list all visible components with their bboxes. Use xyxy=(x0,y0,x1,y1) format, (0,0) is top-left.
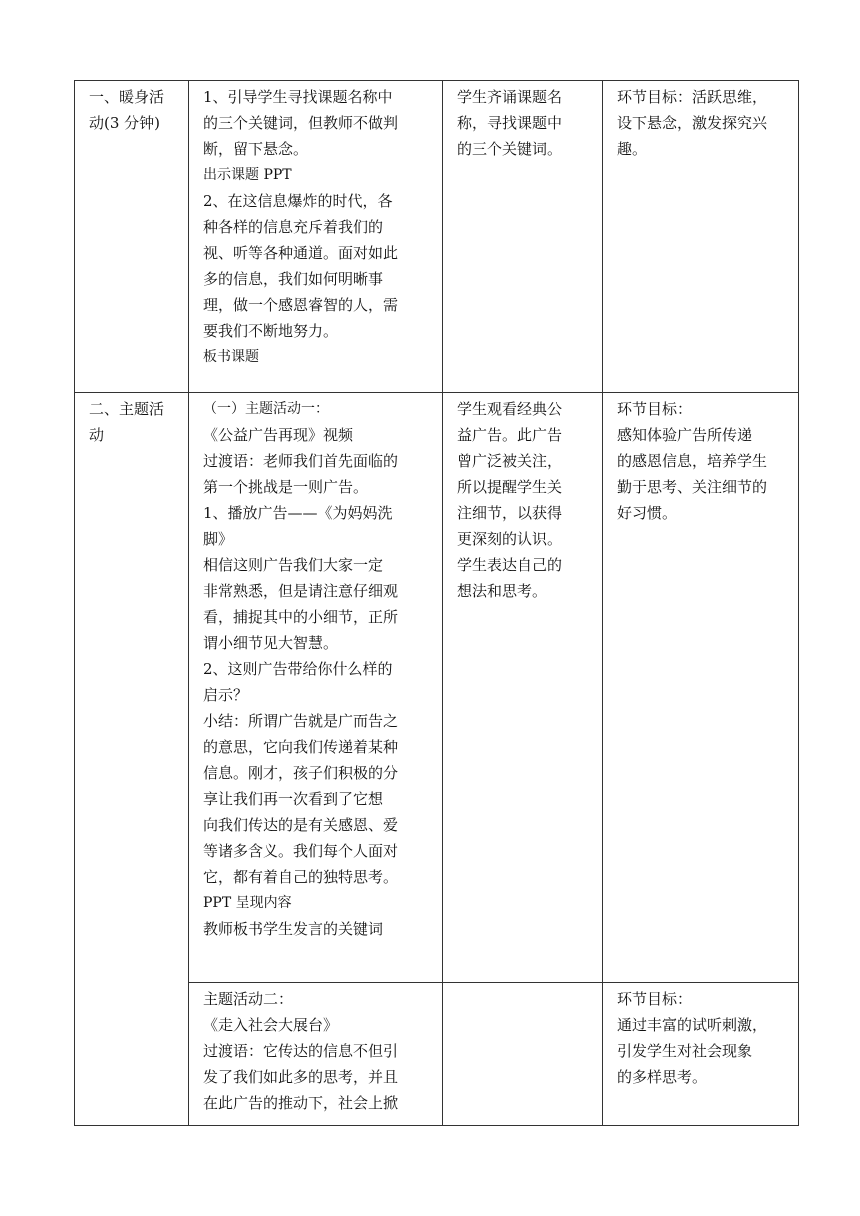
teacher-text: 2、这则广告带给你什么样的 xyxy=(203,660,393,678)
teacher-text: 享让我们再一次看到了它想 xyxy=(203,790,384,808)
teacher-text: 发了我们如此多的思考，并且 xyxy=(203,1068,399,1086)
goal-text: 的感恩信息，培养学生 xyxy=(617,452,768,470)
teacher-text: 出示课题 PPT xyxy=(203,167,292,183)
goal-text: 勤于思考、关注细节的 xyxy=(617,478,768,496)
student-text: 想法和思考。 xyxy=(457,582,548,600)
lesson-plan-table xyxy=(74,80,799,1126)
teacher-text: 向我们传达的是有关感恩、爱 xyxy=(203,816,399,834)
student-text: 学生表达自己的 xyxy=(457,556,563,574)
student-text: 益广告。此广告 xyxy=(457,426,563,444)
teacher-text: 启示？ xyxy=(203,686,249,704)
teacher-text: 2、在这信息爆炸的时代，各 xyxy=(203,192,393,210)
teacher-text: 《公益广告再现》视频 xyxy=(203,426,354,444)
goal-cell xyxy=(603,81,799,393)
teacher-text: 它，都有着自己的独特思考。 xyxy=(203,868,399,886)
goal-text: 好习惯。 xyxy=(617,504,678,522)
teacher-text: 的三个关键词，但教师不做判 xyxy=(203,114,399,132)
student-text: 注细节，以获得 xyxy=(457,504,563,522)
teacher-text: 视、听等各种通道。面对如此 xyxy=(203,244,399,262)
teacher-text: 板书课题 xyxy=(203,349,259,365)
teacher-text: 过渡语：老师我们首先面临的 xyxy=(203,452,399,470)
student-activity-cell xyxy=(443,393,603,983)
teacher-text: 1、引导学生寻找课题名称中 xyxy=(203,88,393,106)
goal-text: 环节目标：活跃思维， xyxy=(617,88,768,106)
teacher-text: （一）主题活动一： xyxy=(203,401,329,417)
teacher-text: 在此广告的推动下，社会上掀 xyxy=(203,1094,399,1112)
stage-text: 二、主题活 xyxy=(89,400,165,418)
goal-text: 通过丰富的试听刺激， xyxy=(617,1016,768,1034)
student-text: 学生观看经典公 xyxy=(457,400,563,418)
goal-text: 设下悬念，激发探究兴 xyxy=(617,114,768,132)
student-text: 曾广泛被关注， xyxy=(457,452,563,470)
teacher-text: 第一个挑战是一则广告。 xyxy=(203,478,369,496)
teacher-text: 非常熟悉，但是请注意仔细观 xyxy=(203,582,399,600)
student-activity-cell xyxy=(443,983,603,1126)
goal-cell xyxy=(603,983,799,1126)
stage-text: 一、暖身活 xyxy=(89,88,165,106)
teacher-text: 等诸多含义。我们每个人面对 xyxy=(203,842,399,860)
teacher-text: 多的信息，我们如何明晰事 xyxy=(203,270,384,288)
teacher-text: 种各样的信息充斥着我们的 xyxy=(203,218,384,236)
student-activity-cell xyxy=(443,81,603,393)
goal-cell xyxy=(603,393,799,983)
teacher-text: 教师板书学生发言的关键词 xyxy=(203,920,384,938)
teacher-text: 相信这则广告我们大家一定 xyxy=(203,556,384,574)
student-text: 更深刻的认识。 xyxy=(457,530,563,548)
teacher-text: 小结：所谓广告就是广而告之 xyxy=(203,712,399,730)
teacher-text: 信息。刚才，孩子们积极的分 xyxy=(203,764,399,782)
teacher-activity-cell xyxy=(189,81,443,393)
teacher-text: 看，捕捉其中的小细节，正所 xyxy=(203,608,399,626)
table-row xyxy=(75,393,799,983)
teacher-text: 的意思，它向我们传递着某种 xyxy=(203,738,399,756)
goal-text: 趣。 xyxy=(617,140,648,158)
stage-cell xyxy=(75,393,189,1126)
stage-text: 动 xyxy=(89,426,105,444)
teacher-text: 脚》 xyxy=(203,530,234,548)
teacher-activity-cell xyxy=(189,983,443,1126)
teacher-text: 1、播放广告——《为妈妈洗 xyxy=(203,504,393,522)
teacher-activity-cell xyxy=(189,393,443,983)
teacher-text: 理，做一个感恩睿智的人，需 xyxy=(203,296,399,314)
student-text: 所以提醒学生关 xyxy=(457,478,563,496)
teacher-text: 过渡语：它传达的信息不但引 xyxy=(203,1042,399,1060)
teacher-text: 要我们不断地努力。 xyxy=(203,322,339,340)
student-text: 学生齐诵课题名 xyxy=(457,88,563,106)
goal-text: 引发学生对社会现象 xyxy=(617,1042,753,1060)
teacher-text: PPT 呈现内容 xyxy=(203,895,292,911)
teacher-text: 断，留下悬念。 xyxy=(203,140,309,158)
student-text: 称，寻找课题中 xyxy=(457,114,563,132)
teacher-text: 主题活动二： xyxy=(203,990,294,1008)
student-text: 的三个关键词。 xyxy=(457,140,563,158)
teacher-text: 《走入社会大展台》 xyxy=(203,1016,339,1034)
goal-text: 的多样思考。 xyxy=(617,1068,708,1086)
goal-text: 感知体验广告所传递 xyxy=(617,426,753,444)
stage-cell xyxy=(75,81,189,393)
table-row xyxy=(75,81,799,393)
goal-text: 环节目标： xyxy=(617,400,693,418)
stage-text: 动(3 分钟) xyxy=(89,114,161,132)
teacher-text: 谓小细节见大智慧。 xyxy=(203,634,339,652)
goal-text: 环节目标： xyxy=(617,990,693,1008)
